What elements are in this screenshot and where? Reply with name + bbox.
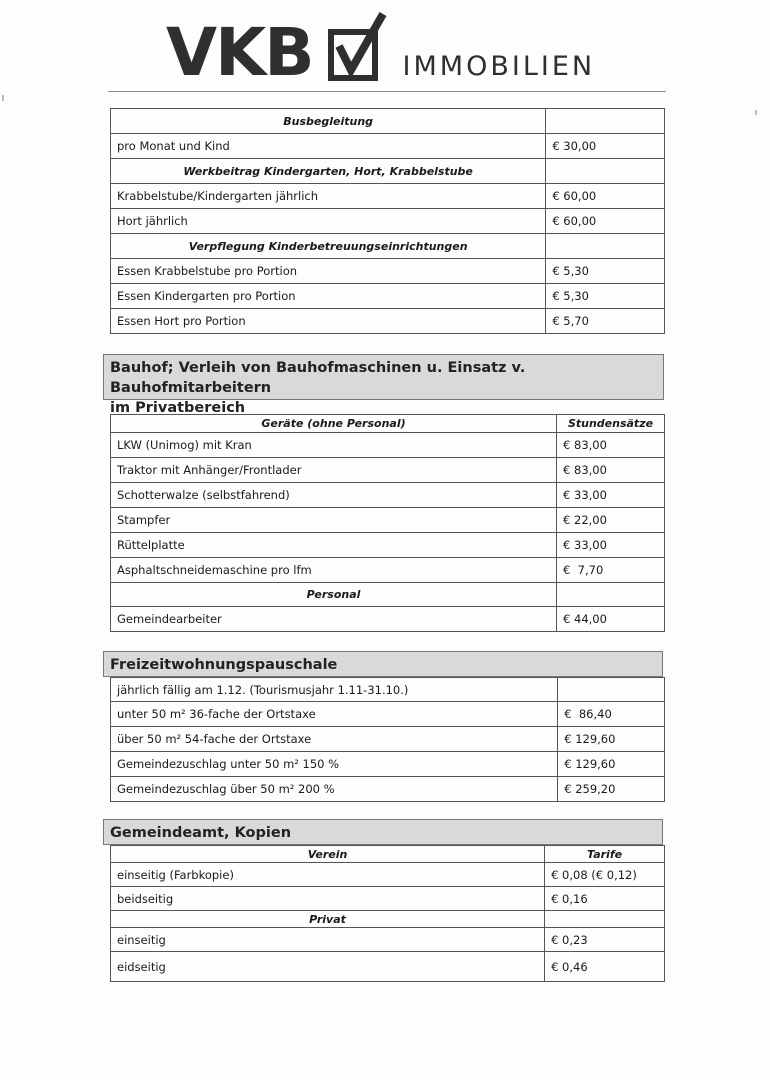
table-row: [111, 483, 665, 508]
table-cell-value: € 83,00: [557, 458, 665, 483]
table-header-label: Verpflegung Kinderbetreuungseinrichtungen: [111, 234, 546, 259]
freizeit-section-title: [103, 651, 663, 677]
bauhof-section-title: [103, 354, 664, 416]
table-row: [111, 259, 665, 284]
table-header-row: [111, 109, 665, 134]
table-cell-label: Asphaltschneidemaschine pro lfm: [111, 558, 557, 583]
table-cell-label: Gemeindezuschlag unter 50 m² 150 %: [111, 752, 558, 777]
table-row: [111, 184, 665, 209]
table-header-label: Verein: [111, 846, 545, 863]
bauhof-title-line2: im Privatbereich: [110, 400, 246, 416]
table-cell-value: € 83,00: [557, 433, 665, 458]
table-cell-value: € 44,00: [557, 607, 665, 632]
table-row: [111, 433, 665, 458]
table-cell-label: Gemeindezuschlag über 50 m² 200 %: [111, 777, 558, 802]
table-row: [111, 309, 665, 334]
table-cell-label: Gemeindearbeiter: [111, 607, 557, 632]
table-cell-label: Essen Krabbelstube pro Portion: [111, 259, 546, 284]
table-row: [111, 209, 665, 234]
table-cell-value: € 60,00: [546, 184, 665, 209]
table-cell-value: € 60,00: [546, 209, 665, 234]
table-cell-value: € 22,00: [557, 508, 665, 533]
table-header-value: Stundensätze: [557, 415, 665, 433]
table-cell-label: Traktor mit Anhänger/Frontlader: [111, 458, 557, 483]
table-cell-label: Krabbelstube/Kindergarten jährlich: [111, 184, 546, 209]
table-cell-value: [558, 678, 665, 702]
table-header-label: Geräte (ohne Personal): [111, 415, 557, 433]
table-cell-label: einseitig: [111, 928, 545, 952]
table-header-row: [111, 583, 665, 607]
table-header-label: Werkbeitrag Kindergarten, Hort, Krabbelstube: [111, 159, 546, 184]
table-cell-label: pro Monat und Kind: [111, 134, 546, 159]
table-row: [111, 134, 665, 159]
table-header-row: [111, 415, 665, 433]
header-divider: [108, 91, 666, 92]
table-header-label: Busbegleitung: [111, 109, 546, 134]
table-header-row: [111, 846, 665, 863]
table-cell-label: Rüttelplatte: [111, 533, 557, 558]
table-header-value: [546, 159, 665, 184]
table-row: [111, 928, 665, 952]
bauhof-table: [110, 414, 665, 632]
kinderbetreuung-table: [110, 108, 665, 334]
table-header-value: [546, 109, 665, 134]
table-cell-label: über 50 m² 54-fache der Ortstaxe: [111, 727, 558, 752]
table-cell-value: € 0,23: [545, 928, 665, 952]
table-cell-value: € 30,00: [546, 134, 665, 159]
table-cell-label: Essen Kindergarten pro Portion: [111, 284, 546, 309]
kopien-title: Gemeindeamt, Kopien: [110, 825, 292, 841]
logo-suffix: IMMOBILIEN: [402, 51, 596, 82]
table-row: [111, 678, 665, 702]
scan-mark: [755, 110, 757, 115]
scan-mark: [2, 95, 4, 101]
kopien-section-title: [103, 819, 663, 845]
table-row: [111, 607, 665, 632]
table-cell-label: LKW (Unimog) mit Kran: [111, 433, 557, 458]
table-header-value: [546, 234, 665, 259]
table-cell-value: € 129,60: [558, 727, 665, 752]
table-cell-value: € 5,30: [546, 259, 665, 284]
table-cell-label: Hort jährlich: [111, 209, 546, 234]
table-cell-value: € 129,60: [558, 752, 665, 777]
freizeit-title: Freizeitwohnungspauschale: [110, 657, 338, 673]
table-header-value: Tarife: [545, 846, 665, 863]
logo-brand: VKB: [166, 14, 313, 91]
table-header-label: Personal: [111, 583, 557, 607]
table-cell-label: unter 50 m² 36-fache der Ortstaxe: [111, 702, 558, 727]
bauhof-title-line1: Bauhof; Verleih von Bauhofmaschinen u. Einsatz v. Bauhofmitarbeitern: [110, 360, 526, 396]
table-header-value: [545, 911, 665, 928]
table-row: [111, 284, 665, 309]
table-row: [111, 702, 665, 727]
table-cell-value: € 259,20: [558, 777, 665, 802]
freizeitwohnung-table: [110, 677, 665, 802]
table-cell-label: Stampfer: [111, 508, 557, 533]
table-cell-label: beidseitig: [111, 887, 545, 911]
table-cell-label: eidseitig: [111, 952, 545, 982]
table-row: [111, 752, 665, 777]
table-row: [111, 458, 665, 483]
table-row: [111, 508, 665, 533]
table-cell-label: jährlich fällig am 1.12. (Tourismusjahr 1.11-31.10.): [111, 678, 558, 702]
table-cell-label: einseitig (Farbkopie): [111, 863, 545, 887]
vkb-logo: [166, 8, 596, 91]
table-cell-value: € 0,16: [545, 887, 665, 911]
table-cell-value: € 5,30: [546, 284, 665, 309]
checkbox-check-icon: [327, 12, 387, 82]
table-cell-value: € 33,00: [557, 483, 665, 508]
table-row: [111, 533, 665, 558]
table-cell-value: € 5,70: [546, 309, 665, 334]
table-cell-value: € 0,46: [545, 952, 665, 982]
table-header-label: Privat: [111, 911, 545, 928]
table-cell-label: Schotterwalze (selbstfahrend): [111, 483, 557, 508]
table-row: [111, 887, 665, 911]
table-row: [111, 727, 665, 752]
table-cell-value: € 33,00: [557, 533, 665, 558]
kopien-table: [110, 845, 665, 982]
table-header-value: [557, 583, 665, 607]
table-row: [111, 952, 665, 982]
table-header-row: [111, 159, 665, 184]
table-row: [111, 863, 665, 887]
table-row: [111, 777, 665, 802]
table-header-row: [111, 234, 665, 259]
table-header-row: [111, 911, 665, 928]
table-cell-value: € 7,70: [557, 558, 665, 583]
table-cell-value: € 0,08 (€ 0,12): [545, 863, 665, 887]
table-cell-label: Essen Hort pro Portion: [111, 309, 546, 334]
table-row: [111, 558, 665, 583]
table-cell-value: € 86,40: [558, 702, 665, 727]
